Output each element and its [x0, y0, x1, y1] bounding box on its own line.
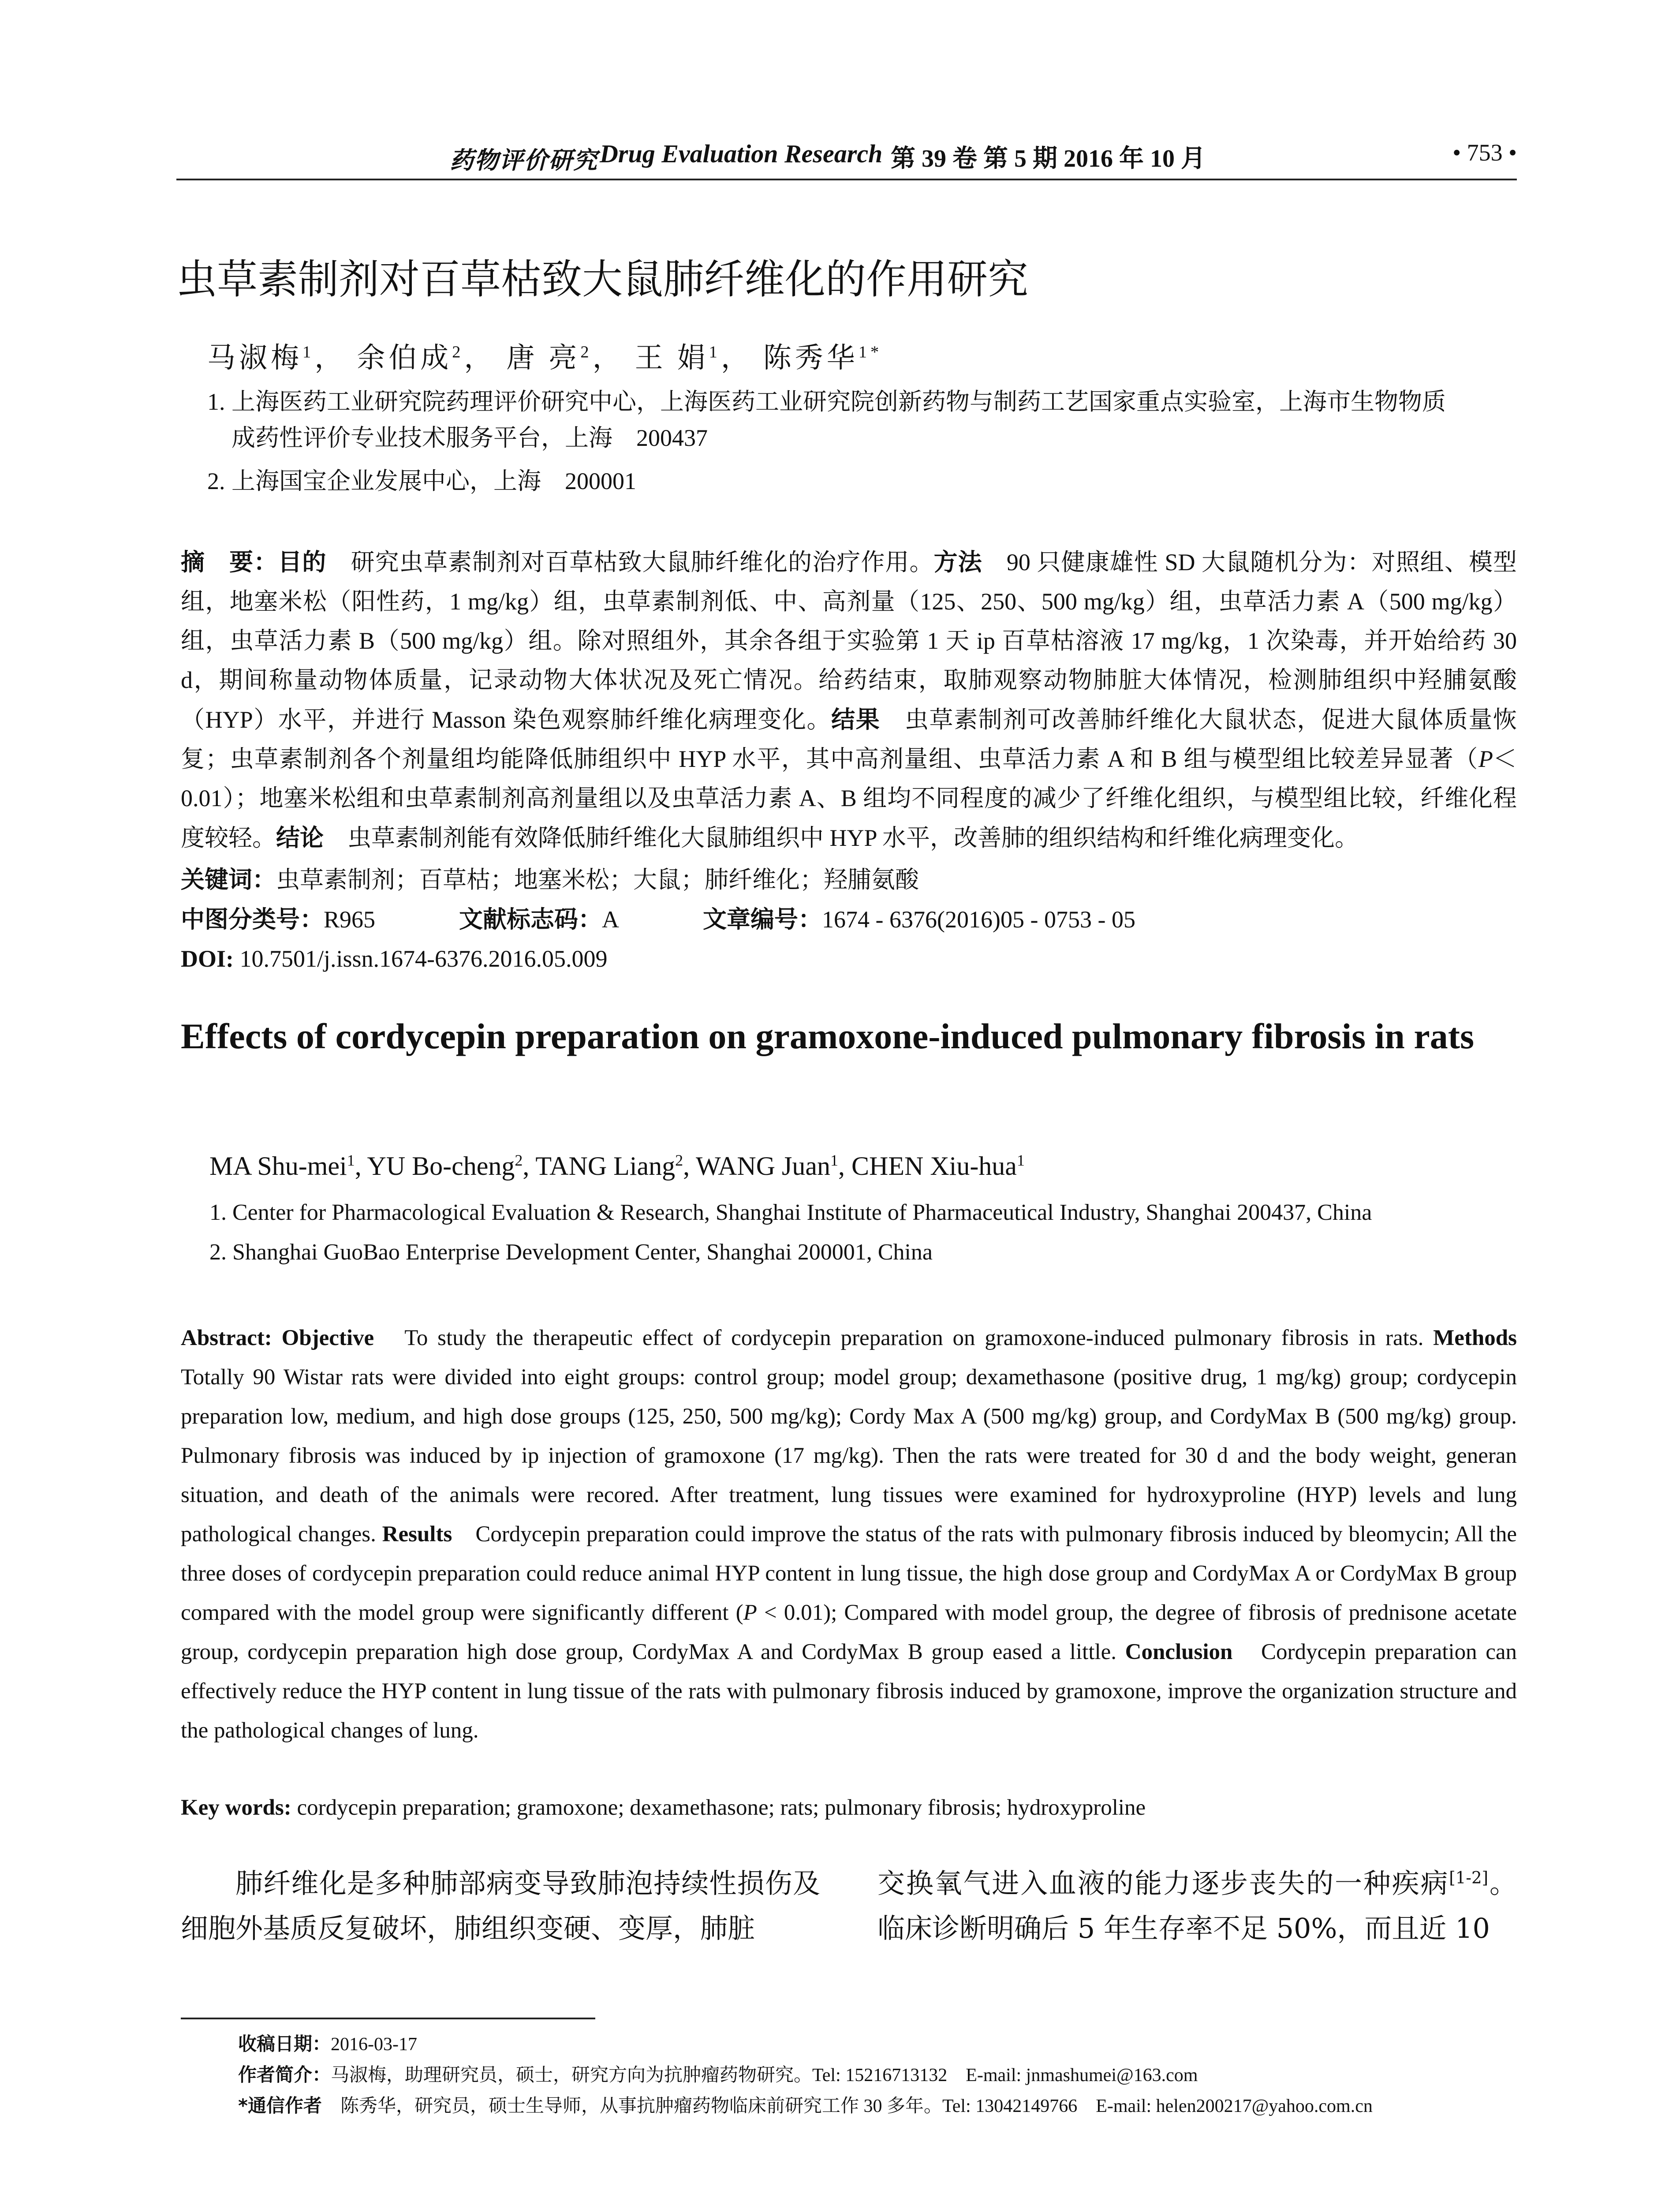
objective-text: To study the therapeutic effect of cordycepin preparation on gramoxone-induced pulmonary fibrosis in rats. — [404, 1326, 1424, 1350]
cn-authors: 马淑梅$^1$， 余伯成$^2$， 唐 亮$^2$， 王 娟$^1$， 陈秀华$^{1*}$ — [207, 342, 883, 374]
affiliation-text: 成药性评价专业技术服务平台，上海 200437 — [231, 425, 708, 451]
results-text: < 0.01); Compared with model group, the degree of fibrosis of prednisone acetate group, cordycepin preparation high dose group, CordyMax A and CordyMax B group eased a little. — [181, 1600, 1517, 1664]
journal-name: Drug Evaluation Research — [600, 139, 883, 168]
cn-author: 马淑梅 — [207, 342, 302, 374]
cn-title: 虫草素制剂对百草枯致大鼠肺纤维化的作用研究 — [176, 256, 1029, 303]
objective-text: 研究虫草素制剂对百草枯致大鼠肺纤维化的治疗作用。 — [351, 549, 934, 576]
results-text: ＜0.01）；地塞米松组和虫草素制剂高剂量组以及虫草活力素 A、B 组均不同程度的减少了纤维化组织，与模型组比较，纤维化程度较轻。 — [181, 746, 1517, 851]
footnote-author — [238, 2059, 1198, 2091]
cn-affiliation — [207, 384, 1517, 456]
methods-label: 方法 — [933, 548, 982, 576]
cn-author-sup: 2 — [580, 343, 593, 362]
footnote-text: 2016-03-17 — [331, 2034, 417, 2055]
en-author: MA Shu-mei — [209, 1151, 347, 1181]
results-text: Cordycepin preparation could improve the status of the rats with pulmonary fibrosis induced by bleomycin; All the three doses of cordycepin preparation could reduce animal HYP content in lung tissue, the high dose group and CordyMax A or CordyMax B group compared with the model group were significantly different ( — [181, 1522, 1517, 1625]
en-author-sup: 1 — [830, 1151, 838, 1169]
en-affiliation: 1. Center for Pharmacological Evaluation & Research, Shanghai Institute of Pharmaceutical Industry, Shanghai 200437, China — [209, 1200, 1372, 1225]
page-number: • 753 • — [1452, 139, 1517, 166]
results-label: Results — [382, 1522, 452, 1547]
running-header — [176, 139, 1517, 180]
en-author-sup: 2 — [675, 1151, 683, 1169]
footnote-label: *通信作者 — [238, 2095, 322, 2116]
cn-keywords — [181, 860, 1517, 900]
cn-author-sup: 1* — [858, 343, 883, 362]
results-text: 虫草素制剂可改善肺纤维化大鼠状态，促进大鼠体质量恢复；虫草素制剂各个剂量组均能降低肺组织中 HYP 水平，其中高剂量组、虫草活力素 A 和 B 组与模型组比较差异显著（ — [181, 706, 1517, 772]
doi-link[interactable]: 10.7501/j.issn.1674-6376.2016.05.009 — [239, 946, 608, 972]
conclusion-text: Cordycepin preparation can effectively reduce the HYP content in lung tissue of the rats with pulmonary fibrosis induced by gramoxone, improve the organization structure and the pathological changes of lung. — [181, 1640, 1517, 1743]
keywords-label: 关键词： — [181, 866, 276, 893]
results-label: 结果 — [831, 706, 881, 733]
keywords-label: Key words: — [181, 1795, 291, 1820]
keywords-text: cordycepin preparation; gramoxone; dexamethasone; rats; pulmonary fibrosis; hydroxyproline — [297, 1795, 1146, 1820]
objective-label: 目的 — [278, 548, 327, 576]
affiliation-number: 1. — [207, 389, 225, 415]
affiliation-text: 上海国宝企业发展中心，上海 200001 — [231, 468, 636, 494]
methods-text: Totally 90 Wistar rats were divided into eight groups: control group; model group; dexamethasone (positive drug, 1 mg/kg) group; cordycepin preparation low, medium, and high dose groups (125, 250, 500 mg/kg); Cordy Max A (500 mg/kg) group, and CordyMax B (500 mg/kg) group. Pulmonary fibrosis was induced by ip injection of gramoxone (17 mg/kg). Then the rats were treated for 30 d and the body weight, generan situation, and death of the animals were recored. After treatment, lung tissues were examined for hydroxyproline (HYP) levels and lung pathological changes. — [181, 1365, 1517, 1547]
en-author-sup: 1 — [347, 1151, 355, 1169]
doc-code-value: A — [602, 906, 620, 933]
footnote-received — [238, 2029, 417, 2060]
en-author: WANG Juan — [696, 1151, 830, 1181]
cn-author: 余伯成 — [357, 342, 452, 374]
cn-author: 唐 亮 — [506, 342, 581, 374]
body-text: 交换氧气进入血液的能力逐步丧失的一种疾病 — [877, 1867, 1449, 1899]
en-author: TANG Liang — [535, 1151, 676, 1181]
en-author-sup: 1 — [1016, 1151, 1025, 1169]
body-column-right — [877, 1861, 1517, 1951]
article-no-value: 1674 - 6376(2016)05 - 0753 - 05 — [822, 906, 1135, 933]
body-column-left: 肺纤维化是多种肺部病变导致肺泡持续性损伤及细胞外基质反复破坏，肺组织变硬、变厚，肺脏 — [181, 1867, 820, 1944]
doc-code-label: 文献标志码： — [459, 905, 602, 933]
keywords-text: 虫草素制剂；百草枯；地塞米松；大鼠；肺纤维化；羟脯氨酸 — [276, 867, 919, 893]
footnote-text: 马淑梅，助理研究员，硕士，研究方向为抗肿瘤药物研究。Tel: 15216713132 E-mail: jnmashumei@163.com — [331, 2065, 1198, 2085]
methods-text: 90 只健康雄性 SD 大鼠随机分为：对照组、模型组，地塞米松（阳性药，1 mg/kg）组，虫草素制剂低、中、高剂量（125、250、500 mg/kg）组，虫草活力素 A（500 mg/kg）组，虫草活力素 B（500 mg/kg）组。除对照组外，其余各组于实验第 1 天 ip 百草枯溶液 17 mg/kg，1 次染毒，并开始给药 30 d，期间称量动物体质量，记录动物大体状况及死亡情况。给药结束，取肺观察动物肺脏大体情况，检测肺组织中羟脯氨酸（HYP）水平，并进行 Masson 染色观察肺纤维化病理变化。 — [181, 549, 1517, 733]
affiliation-number: 2. — [207, 468, 225, 494]
footnote-label: 作者简介： — [238, 2064, 331, 2085]
abstract-label: Abstract: Objective — [181, 1326, 374, 1350]
cn-abstract — [181, 542, 1517, 858]
doi-label: DOI: — [181, 946, 240, 972]
methods-label: Methods — [1433, 1326, 1517, 1350]
issue-info: 第 39 卷 第 5 期 2016 年 10 月 — [891, 145, 1206, 172]
en-title: Effects of cordycepin preparation on gramoxone-induced pulmonary fibrosis in rats — [181, 1016, 1475, 1056]
en-keywords — [181, 1795, 1517, 1820]
cn-author: 陈秀华 — [763, 342, 859, 374]
en-affiliation: 2. Shanghai GuoBao Enterprise Development Center, Shanghai 200001, China — [209, 1240, 933, 1265]
clc-value: R965 — [324, 906, 376, 933]
cn-author: 王 娟 — [635, 342, 709, 374]
footnote-text: 陈秀华，研究员，硕士生导师，从事抗肿瘤药物临床前研究工作 30 多年。Tel: 13042149766 E-mail: helen200217@yahoo.com.cn — [340, 2096, 1373, 2116]
cn-affiliation — [207, 463, 1517, 499]
footnote-label: 收稿日期： — [238, 2033, 331, 2055]
cn-author-sup: 2 — [452, 343, 464, 362]
affiliation-text: 上海医药工业研究院药理评价研究中心，上海医药工业研究院创新药物与制药工艺国家重点实验室，上海市生物物质 — [231, 389, 1446, 415]
p-symbol: P — [1478, 746, 1493, 772]
body-text: 。临床诊断明确后 5 年生存率不足 50%，而且近 10 — [877, 1867, 1517, 1944]
classification-line — [181, 900, 1517, 939]
footnote-corresponding — [238, 2090, 1373, 2122]
cn-author-sup: 1 — [302, 343, 315, 362]
citation-ref[interactable]: [1-2] — [1449, 1868, 1489, 1887]
article-no-label: 文章编号： — [703, 905, 822, 933]
p-symbol: P — [743, 1600, 757, 1625]
en-author-sup: 2 — [515, 1151, 523, 1169]
doi-line — [181, 939, 1517, 979]
conclusion-label: 结论 — [276, 824, 324, 852]
en-authors: MA Shu-mei$^1$, YU Bo-cheng$^2$, TANG Liang$^2$, WANG Juan$^1$, CHEN Xiu-hua$^1$ — [209, 1151, 1025, 1181]
conclusion-label: Conclusion — [1125, 1640, 1233, 1664]
en-author: CHEN Xiu-hua — [851, 1151, 1017, 1181]
conclusion-text: 虫草素制剂能有效降低肺纤维化大鼠肺组织中 HYP 水平，改善肺的组织结构和纤维化病理变化。 — [347, 825, 1359, 851]
abstract-label: 摘 要： — [181, 548, 278, 576]
journal-logo: 药物评价研究 — [450, 147, 598, 174]
cn-author-sup: 1 — [709, 343, 721, 362]
en-author: YU Bo-cheng — [367, 1151, 515, 1181]
clc-label: 中图分类号： — [181, 905, 324, 933]
footnote-divider — [181, 2018, 595, 2019]
en-abstract — [181, 1319, 1517, 1750]
